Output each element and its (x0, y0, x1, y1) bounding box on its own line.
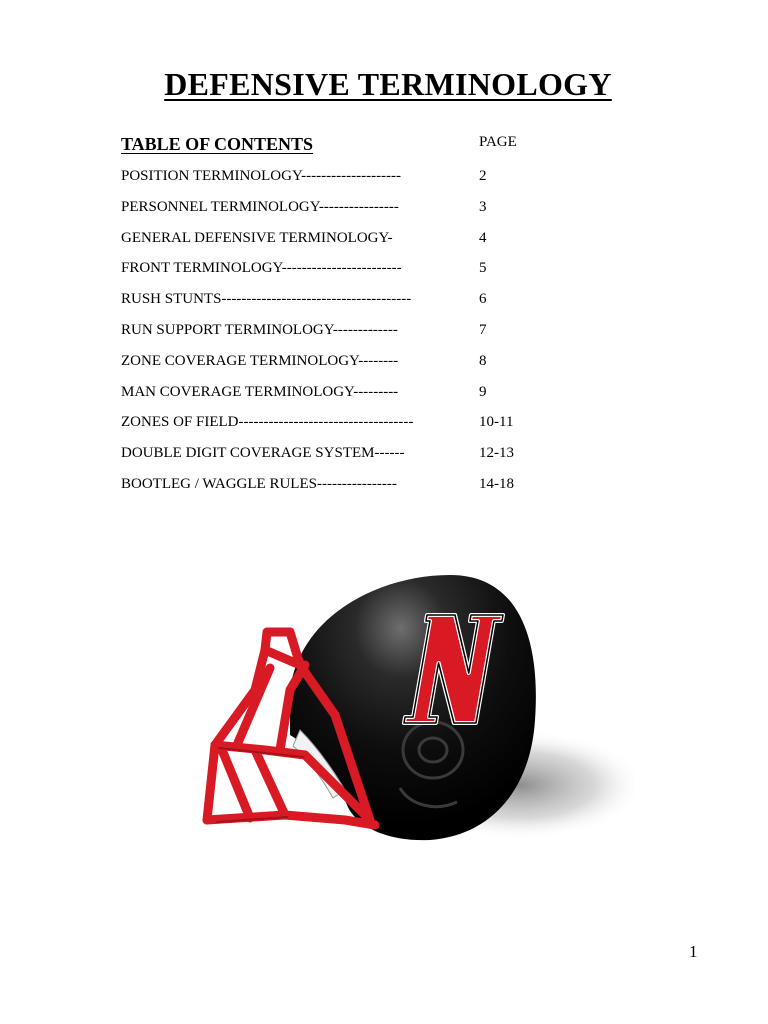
toc-entry (121, 168, 541, 199)
toc-entry (121, 414, 541, 445)
toc-entry-page: 14-18 (479, 475, 514, 492)
page-number: 1 (689, 942, 698, 961)
football-helmet-icon (195, 570, 635, 870)
toc-entry (121, 230, 541, 261)
toc-entry (121, 291, 541, 322)
page-column-heading: PAGE (479, 134, 517, 150)
toc-entry-page: 3 (479, 198, 487, 215)
toc-entry-label: ZONES OF FIELD----------------------------------- (121, 414, 414, 431)
toc-entry-label: DOUBLE DIGIT COVERAGE SYSTEM------ (121, 445, 405, 462)
toc-heading: TABLE OF CONTENTS (121, 134, 314, 154)
toc-entry-page: 4 (479, 229, 487, 246)
toc-entry-label: GENERAL DEFENSIVE TERMINOLOGY- (121, 229, 393, 246)
toc-entry-page: 5 (479, 260, 487, 277)
toc-entry (121, 260, 541, 291)
toc-entry (121, 384, 541, 415)
toc-entry (121, 199, 541, 230)
toc-entry-page: 12-13 (479, 445, 514, 462)
toc-entry (121, 445, 541, 476)
toc-entry-label: FRONT TERMINOLOGY------------------------ (121, 260, 402, 277)
toc-entry-label: MAN COVERAGE TERMINOLOGY--------- (121, 383, 399, 400)
toc-entry (121, 353, 541, 384)
toc-entry-page: 2 (479, 168, 487, 184)
toc-entry-label: RUN SUPPORT TERMINOLOGY------------- (121, 321, 398, 338)
toc-entry-label: BOOTLEG / WAGGLE RULES---------------- (121, 475, 397, 492)
toc-entry-page: 7 (479, 321, 487, 338)
toc-entry-page: 10-11 (479, 414, 514, 431)
toc-entry-label: POSITION TERMINOLOGY-------------------- (121, 168, 402, 184)
toc-entry (121, 322, 541, 353)
toc-entry-label: PERSONNEL TERMINOLOGY---------------- (121, 198, 399, 215)
toc-entry-label: RUSH STUNTS-------------------------------------- (121, 291, 412, 308)
toc-entry (121, 476, 541, 507)
toc-entry-label: ZONE COVERAGE TERMINOLOGY-------- (121, 352, 399, 369)
toc-list (121, 168, 541, 507)
toc-entry-page: 6 (479, 291, 487, 308)
document-title: DEFENSIVE TERMINOLOGY (164, 66, 612, 102)
toc-entry-page: 8 (479, 352, 487, 369)
toc-entry-page: 9 (479, 383, 487, 400)
